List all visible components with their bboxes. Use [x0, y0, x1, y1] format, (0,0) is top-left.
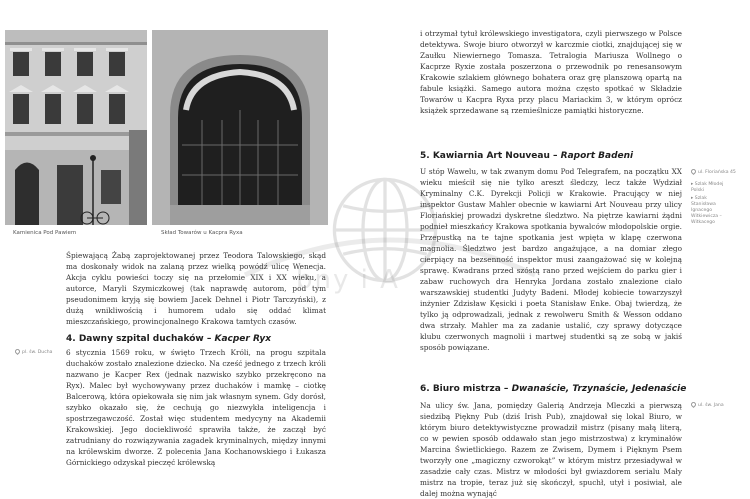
right-page — [375, 0, 750, 499]
location-note: ul. Floriańska 45 — [691, 169, 741, 176]
location-pin-icon — [690, 401, 697, 408]
photo-sklad-towarow — [152, 30, 328, 225]
route-arrow-icon: ▸ — [691, 182, 695, 187]
location-note: ul. św. Jana — [691, 402, 741, 409]
body-paragraph: Na ulicy św. Jana, pomiędzy Galerią Andrzeja Mleczki a pierwszą siedzibą Piękny Pub (dziś Irish Pub), znajdował się lokal Biuro, w którym biuro detektywistyczne prowadził mistrz (pisany małą literą, co w pewien sposób oddawało stan jego mistrzostwa) z kryminałów Marcina Świetlickiego. Razem ze Zwisem, Dymem i Pięknym Psem tworzyły one „magiczny czworokąt” w którym mistrz przesiadywał w zasadzie cały czas. Mistrz w młodości był gwiazdorem serialu Mały mistrz na tropie, teraz już się skończył, spuchł, utył i posiwiał, ale dalej można wynająć — [420, 401, 682, 498]
section-heading: 4. Dawny szpital duchaków – Kacper Ryx — [66, 334, 272, 344]
route-note: ▸ Szlak Młodej Polski — [691, 182, 724, 193]
body-paragraph: Śpiewającą Żabą zaprojektowanej przez Teodora Talowskiego, skąd ma doskonały widok na zalaną przez wielką powódź ulicę Wenecja. Akcja cyklu powieści toczy się na przełomie XIX i XX wieku, a autorce, Maryli Szymiczkowej (tak naprawdę autorom, pod tym pseudonimem kryją się bowiem Jacek Dehnel i Piotr Tarczyński), z dużą wnikliwością i humorem udało się oddać klimat mieszczańskiego, prowincjonalnego Krakowa tamtych czasów. — [66, 251, 326, 326]
location-note: pl. św. Ducha — [15, 349, 63, 356]
location-pin-icon — [14, 348, 21, 355]
photo-kamienica-pod-pawiem — [5, 30, 147, 225]
section-heading: 6. Biuro mistrza – Dwanaście, Trzynaście, Jedenaście — [420, 384, 687, 394]
body-paragraph: 6 stycznia 1569 roku, w święto Trzech Króli, na progu szpitala duchaków zostało znalezione dziecko. Na cześć jednego z trzech króli nazwano je Kacper Rex (jednak nazwisko szybko przekręcono na Ryx). Malec był wychowywany przez duchaków i mamkę – ciotkę Balcerową, która opiekowała się nim jak własnym synem. Gdy dorósł, szybko okazało się, że cechują go niezwykła inteligencja i spostrzegawczość. Został więc studentem medycyny na Akademii Krakowskiej. Jego dociekliwość sprawiła także, że zaczął być zatrudniany do rozwiązywania zagadek kryminalnych, między innymi na królewskim dworze. Z polecenia Jana Kochanowskiego i Łukasza Górnickiego odzyskał pieczęć królewską — [66, 348, 326, 467]
building-facade-image — [5, 30, 147, 225]
photo-caption: Skład Towarów u Kacpra Ryxa — [161, 230, 243, 236]
arched-window-image — [152, 30, 328, 225]
location-pin-icon — [690, 168, 697, 175]
photo-caption: Kamienica Pod Pawiem — [13, 230, 77, 236]
body-paragraph: i otrzymał tytuł królewskiego investigatora, czyli pierwszego w Polsce detektywa. Swoje biuro otworzył w karczmie ciotki, znajdującej się w Zaułku Niewiernego Tomasza. Tetralogia Mariusza Wollnego o Kacprze Ryxie została poszerzona o przewodnik po renesansowym Krakowie szlakiem głównego bohatera oraz grę planszową opartą na fabule książki. Samego autora można często spotkać w Składzie Towarów u Kacpra Ryxa przy placu Mariackim 3, w którym oprócz książek sprzedawane są rzemieślnicze pamiątki historyczne. — [420, 29, 682, 115]
route-arrow-icon: ▸ — [691, 196, 695, 201]
body-paragraph: U stóp Wawelu, w tak zwanym domu Pod Telegrafem, na początku XX wieku mieścił się nie tylko areszt śledczy, lecz także Wydział Kryminalny C.K. Dyrekcji Policji w Krakowie. Pracujący w niej inspektor Gustaw Mahler obecnie w kawiarni Art Nouveau przy ulicy Floriańskiej prowadzi dyskretne śledztwo. Na piętrze kawiarni żądni podnieł mieszkańcy Krakowa spotkania bywalców młodopolskie orgie. Przepustką na te tajne spotkania jest wpięta w klapę czerwona magnolia. Śledztwo jest bardzo angażujące, a na domiar złego cierpiący na bezsenność inspektor musi zaangażować się w kolejną sprawę. Kwadrans przed szóstą rano przed wejściem do parku gier i zabaw ruchowych dra Henryka Jordana zostało znalezione ciało warszawskiej studentki Judyty Badeni. Młodej kobiecie towarzyszył inżynier Zdzisław Kęsicki i poeta Stanisław Enke. Obaj twierdzą, że tylko ją odprowadzali, jednak z rewolweru Smith & Wesson oddano dwa strzały. Mahler ma za zadanie ustalić, czy sprawy dotyczące klubu czerwonych magnolii i martwej studentki są ze sobą w jakiś sposób powiązane. — [420, 167, 682, 352]
section-heading: 5. Kawiarnia Art Nouveau – Raport Badeni — [420, 151, 634, 161]
watermark-text: bny i A — [296, 265, 400, 295]
route-note: ▸ Szlak Stanisława Ignacego Witkiewicza – Witkacego — [691, 196, 722, 225]
